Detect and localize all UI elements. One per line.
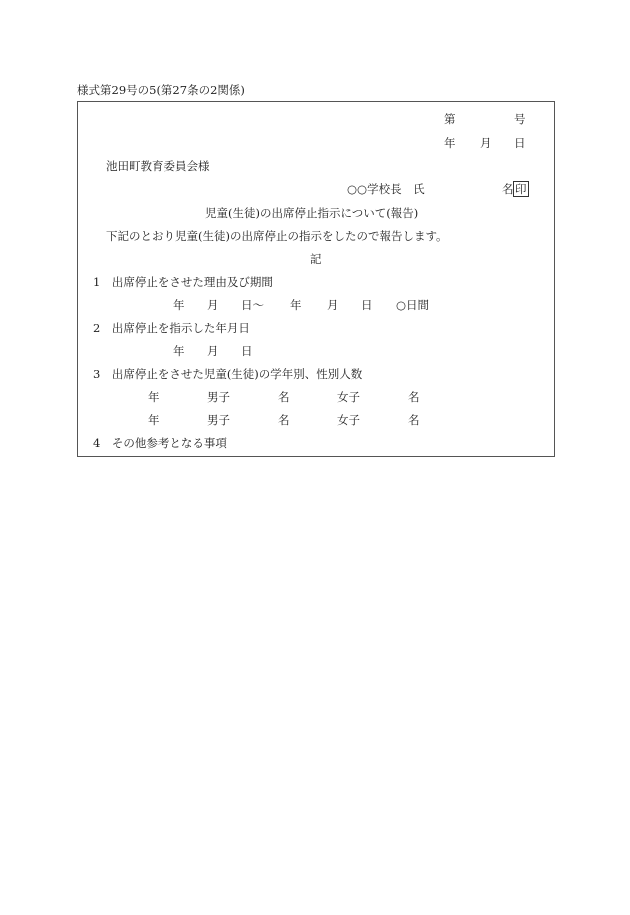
item3-row1-girls-count: 名 [408,390,420,404]
item1-days-count: ○日間 [396,298,430,312]
body-text: 下記のとおり児童(生徒)の出席停止の指示をしたので報告します。 [106,229,448,243]
date-month: 月 [480,136,492,150]
doc-number-dai: 第 [444,112,456,126]
item3-row2-grade: 年 [148,413,160,427]
addressee: 池田町教育委員会様 [106,159,210,173]
item2-year: 年 [173,344,185,358]
ki-heading: 記 [310,252,322,266]
item1-label: 1 出席停止をさせた理由及び期間 [93,275,273,289]
item3-row2-boys-count: 名 [278,413,290,427]
item3-row2-girls-count: 名 [408,413,420,427]
item1-month: 月 [207,298,219,312]
sender-title: ○○学校長 氏 [347,182,425,196]
subject-title: 児童(生徒)の出席停止指示について(報告) [205,206,419,220]
sender-name-label: 名 [502,182,514,196]
item1-year-to: 年 [290,298,302,312]
date-year: 年 [444,136,456,150]
seal-mark: 印 [515,182,527,196]
item4-label: 4 その他参考となる事項 [93,436,227,450]
item3-row1-grade: 年 [148,390,160,404]
doc-number-go: 号 [514,112,526,126]
form-number-heading: 様式第29号の5(第27条の2関係) [77,83,245,97]
item1-month-to: 月 [327,298,339,312]
item1-day-from: 日〜 [241,298,264,312]
item3-row2-boys: 男子 [207,413,230,427]
item3-label: 3 出席停止をさせた児童(生徒)の学年別、性別人数 [93,367,363,381]
item2-month: 月 [207,344,219,358]
item1-year: 年 [173,298,185,312]
item1-day-to: 日 [361,298,373,312]
item2-day: 日 [241,344,253,358]
item3-row2-girls: 女子 [337,413,360,427]
date-day: 日 [514,136,526,150]
item3-row1-girls: 女子 [337,390,360,404]
item2-label: 2 出席停止を指示した年月日 [93,321,250,335]
item3-row1-boys-count: 名 [278,390,290,404]
item3-row1-boys: 男子 [207,390,230,404]
